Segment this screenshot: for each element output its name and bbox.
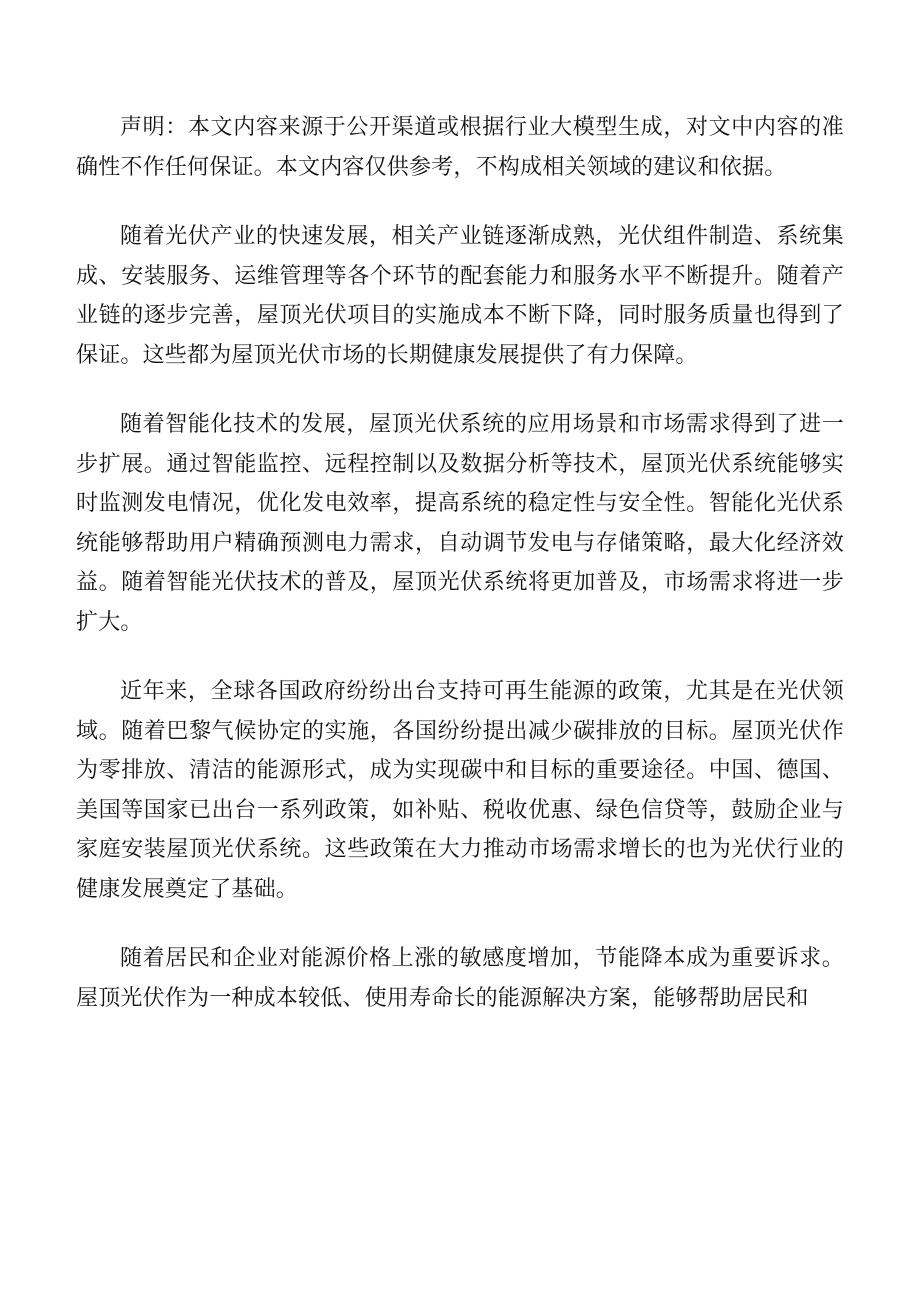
paragraph-policy-support: 近年来，全球各国政府纷纷出台支持可再生能源的政策，尤其是在光伏领域。随着巴黎气候协定的实施，各国纷纷提出减少碳排放的目标。屋顶光伏作为零排放、清洁的能源形式，成为实现碳中和目标的重要途径。中国、德国、美国等国家已出台一系列政策，如补贴、税收优惠、绿色信贷等，鼓励企业与家庭安装屋顶光伏系统。这些政策在大力推动市场需求增长的也为光伏行业的健康发展奠定了基础。 [76, 679, 844, 902]
document-body [76, 108, 844, 1048]
paragraph-smart-technology: 随着智能化技术的发展，屋顶光伏系统的应用场景和市场需求得到了进一步扩展。通过智能监控、远程控制以及数据分析等技术，屋顶光伏系统能够实时监测发电情况，优化发电效率，提高系统的稳定性与安全性。智能化光伏系统能够帮助用户精确预测电力需求，自动调节发电与存储策略，最大化经济效益。随着智能光伏技术的普及，屋顶光伏系统将更加普及，市场需求将进一步扩大。 [76, 412, 844, 635]
paragraph-industry-chain: 随着光伏产业的快速发展，相关产业链逐渐成熟，光伏组件制造、系统集成、安装服务、运维管理等各个环节的配套能力和服务水平不断提升。随着产业链的逐步完善，屋顶光伏项目的实施成本不断下降，同时服务质量也得到了保证。这些都为屋顶光伏市场的长期健康发展提供了有力保障。 [76, 224, 844, 368]
disclaimer-paragraph: 声明：本文内容来源于公开渠道或根据行业大模型生成，对文中内容的准确性不作任何保证。本文内容仅供参考，不构成相关领域的建议和依据。 [76, 115, 844, 180]
paragraph-energy-cost: 随着居民和企业对能源价格上涨的敏感度增加，节能降本成为重要诉求。屋顶光伏作为一种成本较低、使用寿命长的能源解决方案，能够帮助居民和 [76, 946, 844, 1011]
